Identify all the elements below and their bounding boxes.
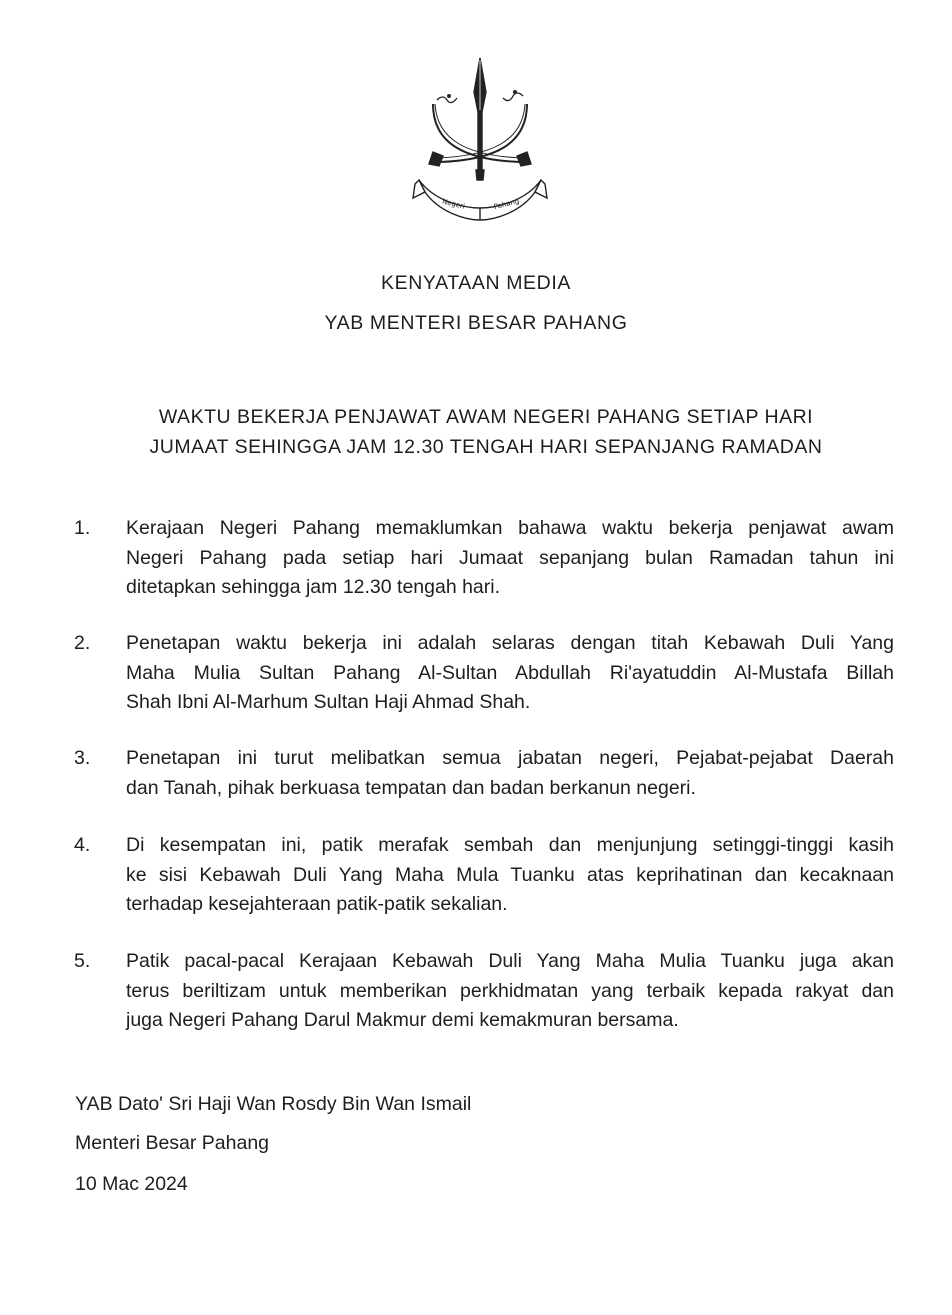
paragraph-line: Negeri Pahang pada setiap hari Jumaat sepanjang bulan Ramadan tahun ini (126, 546, 894, 569)
issuer-heading: YAB MENTERI BESAR PAHANG (324, 312, 628, 334)
paragraph-line: Maha Mulia Sultan Pahang Al-Sultan Abdullah Ri'ayatuddin Al-Mustafa Billah (126, 661, 894, 684)
paragraph-text (126, 629, 894, 718)
paragraph-5 (74, 947, 894, 1036)
paragraph-line: Penetapan waktu bekerja ini adalah selaras dengan titah Kebawah Duli Yang (126, 632, 894, 654)
paragraph-2 (74, 629, 894, 718)
paragraph-line: Di kesempatan ini, patik merafak sembah dan menjunjung setinggi-tinggi kasih (126, 834, 894, 856)
pahang-crest-logo (405, 52, 555, 222)
paragraph-line: terus beriltizam untuk memberikan perkhidmatan yang terbaik kepada rakyat dan (126, 979, 894, 1002)
paragraph-line: Shah Ibni Al-Marhum Sultan Haji Ahmad Shah. (126, 691, 531, 713)
paragraph-4 (74, 831, 894, 920)
paragraph-number: 4. (74, 834, 91, 856)
paragraph-number: 3. (74, 747, 91, 769)
crest-icon (405, 52, 555, 222)
paragraph-text (126, 514, 894, 603)
paragraph-line: Patik pacal-pacal Kerajaan Kebawah Duli Yang Maha Mulia Tuanku juga akan (126, 950, 894, 972)
title-line-2: JUMAAT SEHINGGA JAM 12.30 TENGAH HARI SEPANJANG RAMADAN (149, 436, 823, 458)
crest-text-right: Pahang (493, 197, 521, 212)
media-statement-heading: KENYATAAN MEDIA (381, 272, 571, 294)
statement-date: 10 Mac 2024 (75, 1173, 188, 1195)
paragraph-3 (74, 744, 894, 803)
paragraph-line: juga Negeri Pahang Darul Makmur demi kemakmuran bersama. (126, 1009, 679, 1031)
paragraph-line: Penetapan ini turut melibatkan semua jabatan negeri, Pejabat-pejabat Daerah (126, 747, 894, 769)
paragraph-line: terhadap kesejahteraan patik-patik sekalian. (126, 893, 508, 915)
statement-title (60, 402, 912, 462)
paragraph-line: dan Tanah, pihak berkuasa tempatan dan badan berkanun negeri. (126, 776, 696, 799)
signatory-name: YAB Dato' Sri Haji Wan Rosdy Bin Wan Ismail (75, 1093, 472, 1115)
paragraph-text (126, 831, 894, 920)
paragraph-number: 2. (74, 632, 91, 654)
paragraph-number: 5. (74, 950, 91, 972)
paragraph-number: 1. (74, 517, 91, 539)
paragraph-text (126, 744, 894, 803)
crest-text-left: Negeri (441, 197, 466, 211)
paragraph-text (126, 947, 894, 1036)
paragraph-line: ke sisi Kebawah Duli Yang Maha Mula Tuanku atas keprihatinan dan kecaknaan (126, 863, 894, 886)
title-line-1: WAKTU BEKERJA PENJAWAT AWAM NEGERI PAHANG SETIAP HARI (158, 406, 814, 428)
paragraph-line: ditetapkan sehingga jam 12.30 tengah hari. (126, 576, 501, 598)
signatory-position: Menteri Besar Pahang (75, 1132, 270, 1154)
paragraph-line: Kerajaan Negeri Pahang memaklumkan bahawa waktu bekerja penjawat awam (126, 517, 894, 539)
paragraph-1 (74, 514, 894, 603)
